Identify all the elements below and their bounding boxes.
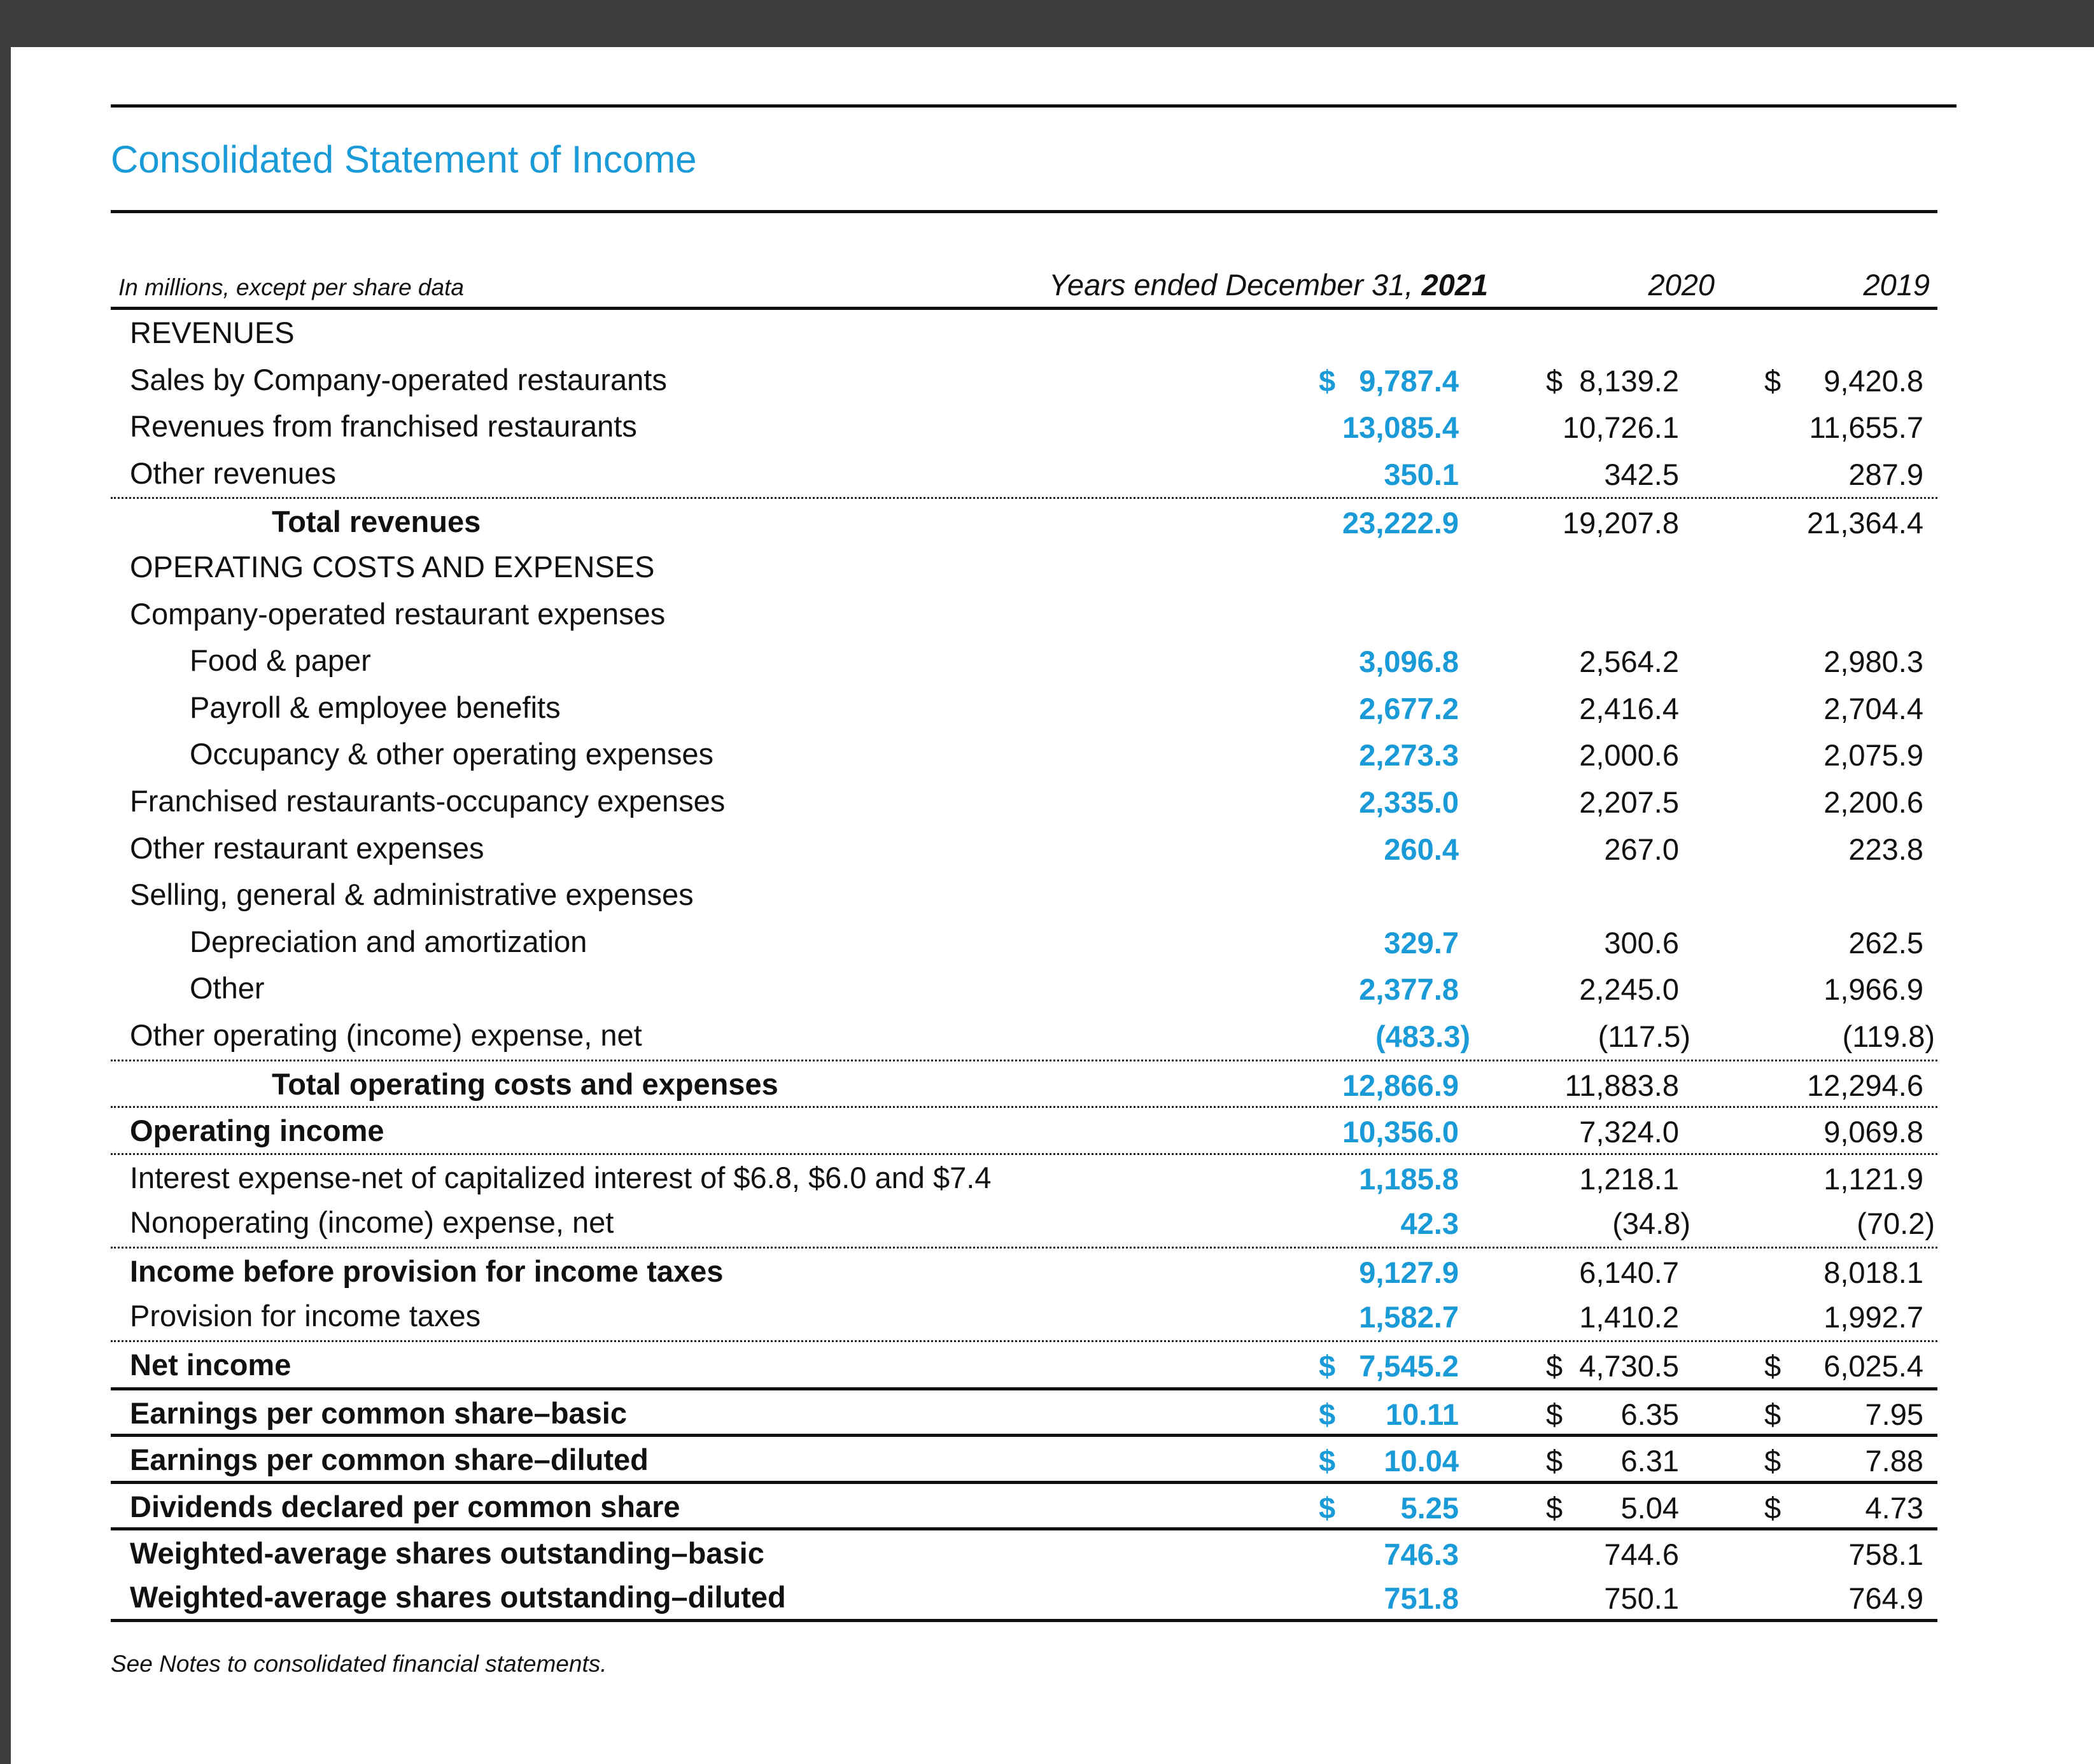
dollar-sign-2021: $: [1319, 1490, 1336, 1525]
year-2021-value: 5.25: [1400, 1490, 1459, 1525]
year-2020-value: (34.8): [1612, 1207, 1690, 1241]
year-2021-header: Years ended December 31, 2021: [1049, 268, 1488, 302]
year-2021-value: 350.1: [1384, 457, 1459, 491]
table-row: [111, 497, 1937, 544]
row-label: Net income: [130, 1348, 292, 1382]
row-label: Payroll & employee benefits: [190, 690, 561, 724]
row-label: Franchised restaurants-occupancy expenses: [130, 783, 726, 818]
year-2021-value: 1,185.8: [1359, 1161, 1459, 1196]
dollar-sign-2020: $: [1546, 1444, 1563, 1478]
year-2021-value: 2,377.8: [1359, 972, 1459, 1007]
dollar-sign-2020: $: [1546, 1490, 1563, 1525]
year-2019-value: 262.5: [1848, 925, 1923, 960]
year-2020-value: 2,416.4: [1579, 691, 1679, 725]
year-2021-value: 2,273.3: [1359, 738, 1459, 773]
year-2019-value: 9,069.8: [1823, 1115, 1923, 1149]
footnote: See Notes to consolidated financial statements.: [111, 1651, 607, 1677]
year-2020-value: 8,139.2: [1579, 363, 1679, 398]
table-row: [111, 919, 1937, 966]
row-label: Total operating costs and expenses: [272, 1067, 778, 1101]
dollar-sign-2019: $: [1764, 1444, 1781, 1478]
table-row: [111, 357, 1937, 404]
year-2019-value: 6,025.4: [1823, 1349, 1923, 1383]
window-left-bar: [0, 0, 11, 1764]
window-top-bar: [0, 0, 2094, 47]
year-2019-value: 11,655.7: [1809, 410, 1923, 445]
year-2021-value: 2,335.0: [1359, 785, 1459, 819]
year-2020-value: 1,410.2: [1579, 1300, 1679, 1334]
year-2020-value: (117.5): [1598, 1019, 1690, 1053]
row-label: Other operating (income) expense, net: [130, 1018, 642, 1052]
year-2020-value: 19,207.8: [1563, 506, 1679, 540]
row-label: Occupancy & other operating expenses: [190, 737, 714, 771]
year-2019-value: 1,992.7: [1823, 1300, 1923, 1334]
row-label: Earnings per common share–diluted: [130, 1443, 649, 1477]
year-2021-value: 7,545.2: [1359, 1349, 1459, 1383]
year-2021-value: 9,127.9: [1359, 1255, 1459, 1289]
table-row: [111, 1247, 1937, 1294]
top-rule: [111, 104, 1957, 108]
year-2021-value: 13,085.4: [1342, 410, 1459, 445]
year-2020-value: 6,140.7: [1579, 1255, 1679, 1289]
units-note: In millions, except per share data: [118, 274, 464, 300]
table-row: [111, 451, 1937, 498]
row-label: Earnings per common share–basic: [130, 1396, 628, 1430]
row-label: Total revenues: [272, 505, 481, 539]
row-label: Other: [190, 971, 265, 1005]
year-2019-value: 7.95: [1865, 1397, 1923, 1431]
table-row: [111, 591, 1937, 638]
year-2020-header: 2020: [1648, 268, 1715, 302]
table-row: [111, 1200, 1937, 1247]
table-row: [111, 685, 1937, 732]
year-2019-value: 8,018.1: [1823, 1255, 1923, 1289]
table-row: [111, 403, 1937, 451]
year-2019-value: 21,364.4: [1807, 506, 1923, 540]
row-label: Sales by Company-operated restaurants: [130, 362, 667, 396]
year-2020-value: 1,218.1: [1579, 1161, 1679, 1196]
table-row: [111, 1060, 1937, 1107]
table-row: [111, 778, 1937, 825]
year-2021-value: 23,222.9: [1342, 506, 1459, 540]
column-header-row: [111, 213, 1937, 310]
year-2020-value: 4,730.5: [1579, 1349, 1679, 1383]
year-2021-value: 9,787.4: [1359, 363, 1459, 398]
year-2020-value: 267.0: [1604, 832, 1679, 866]
dollar-sign-2021: $: [1319, 363, 1336, 398]
dollar-sign-2021: $: [1319, 1397, 1336, 1431]
table-row: [111, 731, 1937, 778]
dollar-sign-2020: $: [1546, 363, 1563, 398]
row-label: Selling, general & administrative expenses: [130, 878, 694, 912]
row-label: Weighted-average shares outstanding–diluted: [130, 1580, 786, 1614]
row-label: Other restaurant expenses: [130, 830, 484, 865]
year-2019-value: 2,980.3: [1823, 645, 1923, 679]
table-row: [111, 638, 1937, 685]
year-2021-value: 3,096.8: [1359, 645, 1459, 679]
row-label: Dividends declared per common share: [130, 1489, 680, 1523]
row-label: Interest expense-net of capitalized interest of $6.8, $6.0 and $7.4: [130, 1160, 992, 1194]
statement-title: Consolidated Statement of Income: [111, 138, 697, 181]
row-label: Income before provision for income taxes: [130, 1254, 724, 1288]
row-label: Depreciation and amortization: [190, 924, 587, 958]
year-2020-value: 2,245.0: [1579, 972, 1679, 1007]
row-label: Provision for income taxes: [130, 1299, 481, 1333]
year-2019-value: 1,121.9: [1823, 1161, 1923, 1196]
year-2021-label: 2021: [1421, 268, 1488, 302]
year-2021-value: (483.3): [1375, 1019, 1470, 1053]
dollar-sign-2021: $: [1319, 1349, 1336, 1383]
year-2019-value: (70.2): [1857, 1207, 1935, 1241]
year-2019-value: 7.88: [1865, 1444, 1923, 1478]
year-2019-value: 2,704.4: [1823, 691, 1923, 725]
year-2019-value: 1,966.9: [1823, 972, 1923, 1007]
dollar-sign-2020: $: [1546, 1349, 1563, 1383]
year-2021-value: 751.8: [1384, 1581, 1459, 1616]
table-row: [111, 1481, 1937, 1528]
table-row: [111, 965, 1937, 1012]
row-label: Food & paper: [190, 643, 371, 678]
year-2020-value: 5.04: [1620, 1490, 1679, 1525]
table-row: [111, 1106, 1937, 1153]
table-row: [111, 544, 1937, 591]
year-2019-value: 12,294.6: [1807, 1068, 1923, 1102]
year-2021-value: 10.04: [1384, 1444, 1459, 1478]
year-2019-value: 9,420.8: [1823, 363, 1923, 398]
table-row: [111, 1434, 1937, 1481]
year-2019-value: 4.73: [1865, 1490, 1923, 1525]
year-2021-value: 1,582.7: [1359, 1300, 1459, 1334]
year-2019-value: 223.8: [1848, 832, 1923, 866]
year-2019-value: 2,075.9: [1823, 738, 1923, 773]
row-label: Other revenues: [130, 456, 336, 490]
year-2021-value: 12,866.9: [1342, 1068, 1459, 1102]
year-2019-value: 287.9: [1848, 457, 1923, 491]
table-row: [111, 1293, 1937, 1340]
row-label: REVENUES: [130, 316, 295, 349]
table-row: [111, 1527, 1937, 1574]
row-label: Operating income: [130, 1114, 384, 1148]
table-row: [111, 310, 1937, 357]
year-2021-value: 10.11: [1385, 1397, 1459, 1431]
year-2020-value: 2,207.5: [1579, 785, 1679, 819]
year-2020-value: 6.31: [1620, 1444, 1679, 1478]
row-label: Revenues from franchised restaurants: [130, 409, 637, 444]
year-2021-value: 329.7: [1384, 925, 1459, 960]
year-2019-value: 764.9: [1848, 1581, 1923, 1616]
dollar-sign-2019: $: [1764, 363, 1781, 398]
dollar-sign-2019: $: [1764, 1490, 1781, 1525]
row-label: OPERATING COSTS AND EXPENSES: [130, 549, 655, 584]
year-2021-value: 2,677.2: [1359, 691, 1459, 725]
year-2019-value: (119.8): [1842, 1019, 1935, 1053]
table-row: [111, 1012, 1937, 1060]
year-2019-value: 2,200.6: [1823, 785, 1923, 819]
table-row: [111, 1387, 1937, 1434]
year-2021-value: 746.3: [1384, 1537, 1459, 1572]
year-2020-value: 744.6: [1604, 1537, 1679, 1572]
year-2020-value: 300.6: [1604, 925, 1679, 960]
year-2020-value: 11,883.8: [1564, 1068, 1679, 1102]
row-label: Weighted-average shares outstanding–basic: [130, 1536, 764, 1571]
year-2021-value: 42.3: [1400, 1207, 1459, 1241]
dollar-sign-2021: $: [1319, 1444, 1336, 1478]
table-row: [111, 1340, 1937, 1387]
dollar-sign-2019: $: [1764, 1397, 1781, 1431]
year-2020-value: 342.5: [1604, 457, 1679, 491]
year-2020-value: 2,000.6: [1579, 738, 1679, 773]
year-2020-value: 6.35: [1620, 1397, 1679, 1431]
row-label: Nonoperating (income) expense, net: [130, 1205, 614, 1240]
year-2020-value: 7,324.0: [1579, 1115, 1679, 1149]
dollar-sign-2019: $: [1764, 1349, 1781, 1383]
table-row: [111, 825, 1937, 872]
table-bottom-rule: [111, 1619, 1937, 1622]
year-2020-value: 750.1: [1604, 1581, 1679, 1616]
income-statement-table: [111, 310, 1937, 1621]
table-row: [111, 872, 1937, 919]
year-2019-value: 758.1: [1848, 1537, 1923, 1572]
year-2020-value: 10,726.1: [1563, 410, 1679, 445]
table-row: [111, 1153, 1937, 1200]
year-2020-value: 2,564.2: [1579, 645, 1679, 679]
table-row: [111, 1574, 1937, 1621]
year-2021-value: 10,356.0: [1342, 1115, 1459, 1149]
year-2021-value: 260.4: [1384, 832, 1459, 866]
dollar-sign-2020: $: [1546, 1397, 1563, 1431]
row-label: Company-operated restaurant expenses: [130, 596, 666, 631]
year-2019-header: 2019: [1863, 268, 1930, 302]
